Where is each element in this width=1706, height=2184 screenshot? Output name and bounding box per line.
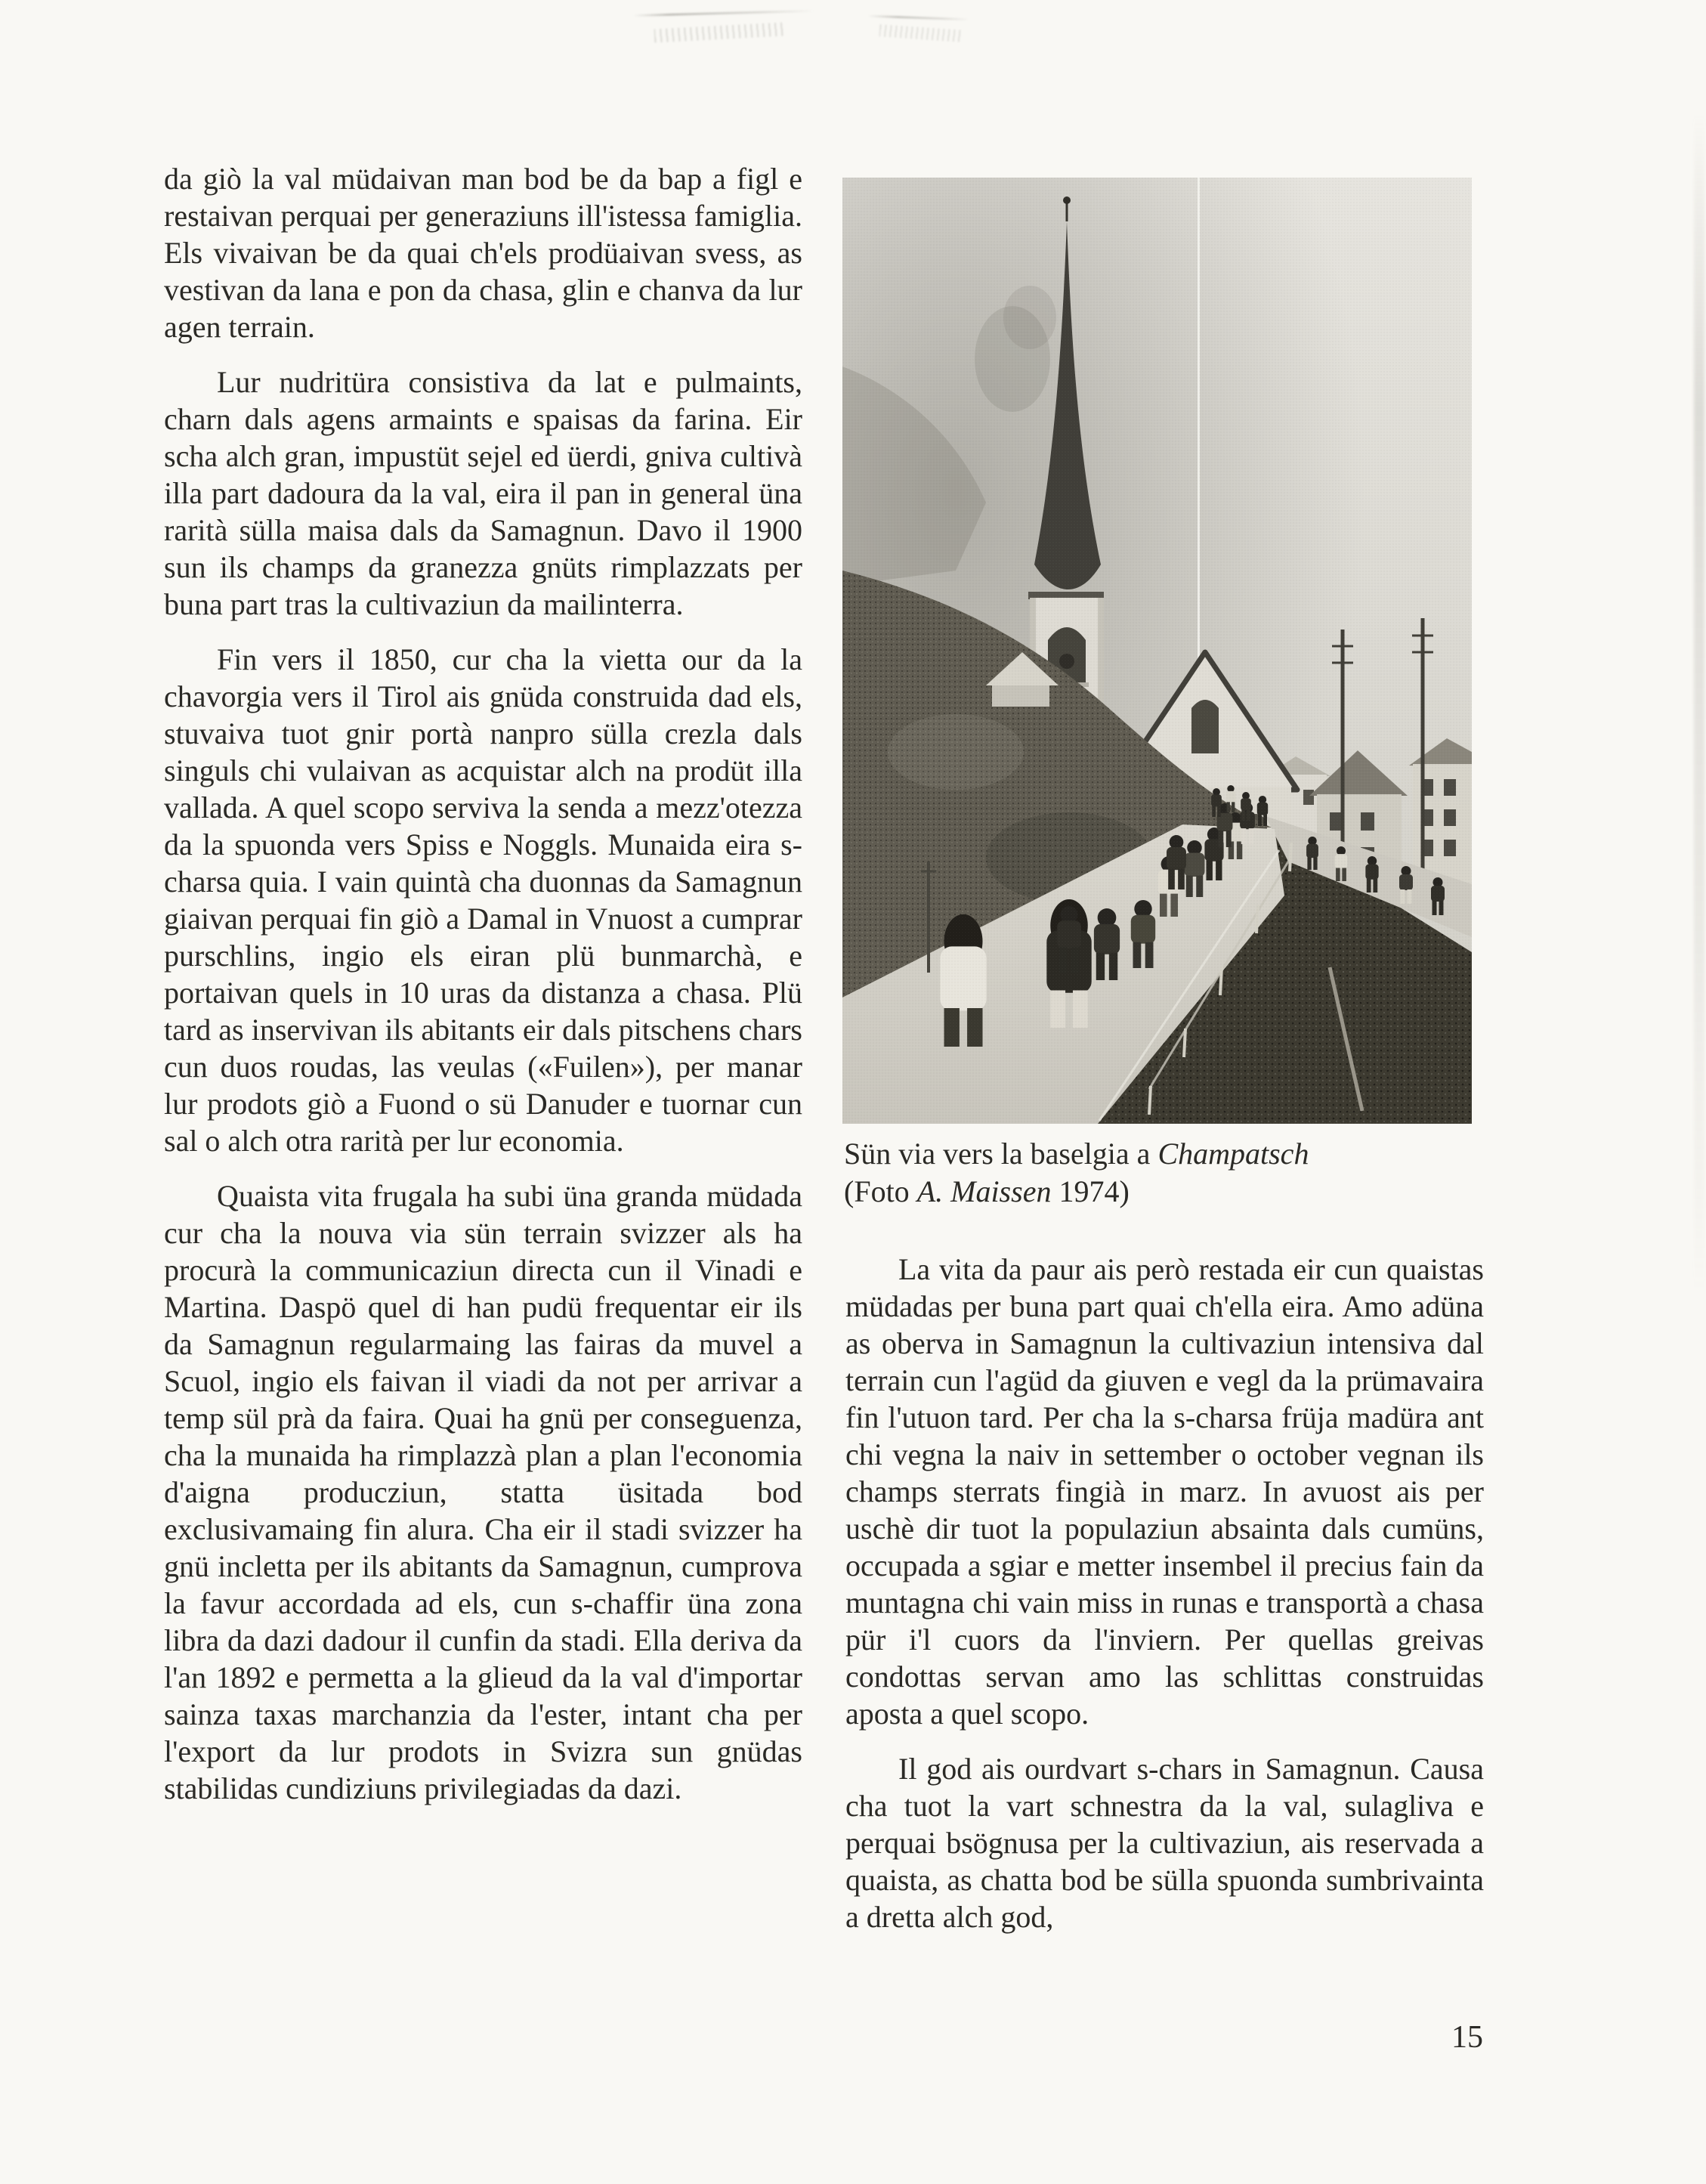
halftone-texture [842, 178, 1472, 1124]
paragraph: Quaista vita frugala ha subi üna granda müdada cur cha la nouva via sün terrain svizzer als ha procurà la communicaziun directa cun il Vinadi e Martina. Daspö quel di han pudü frequentar eir ils da Samagnun regularmaing las fairas da muvel a Scuol, ingio els faivan il viadi da not per arrivar a temp sül prà da faira. Quai ha gnü per conseguenza, cha la munaida ha rimplazzà plan a plan l'economia d'aigna producziun, statta üsitada bod exclusivamaing fin alura. Cha eir il stadi svizzer ha gnü incletta per ils abitants da Samagnun, cumprova la favur accordada ad els, cun s-chaffir üna zona libra da dazi dadour il cunfin da stadi. Ella deriva da l'an 1892 e permetta a la glieud da la val d'importar sainza taxas marchanzia da l'ester, intant cha per l'export da lur prodots in Svizra sun gnüdas stabilidas cundiziuns privilegiadas da dazi. [164, 1179, 802, 1805]
scan-edge-streak [1694, 113, 1704, 1292]
caption-photographer-name: A. Maissen [916, 1174, 1052, 1208]
right-text-column [845, 1251, 1484, 1935]
paragraph: Lur nudritüra consistiva da lat e pulmaints, charn dals agens armaints e spaisas da farina. Eir scha alch gran, impustüt sejel ed üerdi, gniva cultivà illa part dadoura da la val, eira il pan in general üna rarità sülla maisa dals da Samagnun. Davo il 1900 sun ils champs da granezza gnüts rimplazzats per buna part tras la cultivaziun da mailinterra. [164, 365, 802, 621]
church-photo-graphic [842, 178, 1472, 1124]
scan-smudge [867, 9, 969, 48]
left-text-column [164, 160, 802, 1807]
paragraph: da giò la val müdaivan man bod be da bap a figl e restaivan perquai per generaziuns ill'istessa famiglia. Els vivaivan be da quai ch'els prodüaivan svess, as vestivan da lana e pon da chasa, glin e chanva da lur agen terrain. [164, 162, 802, 344]
caption-line-1: Sün via vers la baselgia a Champatsch [844, 1137, 1309, 1171]
paragraph: La vita da paur ais però restada eir cun quaistas müdadas per buna part quai ch'ella eira. Amo adüna as oberva in Samagnun la cultivaziun intensiva dal terrain cun l'agüd da giuven e vegl da la prümavaira fin l'utuon tard. Per cha la s-charsa früja madüra ant chi vegna la naiv in settember o october vegnan ils champs sterrats fingià in marz. In avuost ais per uschè dir tuot la populaziun absainta dals cumüns, occupada a sgiar e metter insembel il precius fain da muntagna chi vain miss in runas e transportà a chasa pür i'l cuors da l'inviern. Per quellas greivas condottas servan amo las schlittas construidas aposta a quel scopo. [845, 1252, 1484, 1731]
photo-caption [844, 1135, 1482, 1211]
paragraph: Fin vers il 1850, cur cha la vietta our da la chavorgia vers il Tirol ais gnüda construida dad els, stuvaiva tuot gnir portà nanpro sülla crezla dals singuls chi vulaivan as acquistar alch na prodüt illa vallada. A quel scopo serviva la senda a mezz'otezza da la spuonda vers Spiss e Noggls. Munaida eira s-charsa quia. I vain quintà cha duonnas da Samagnun giaivan perquai fin giò a Damal in Vnuost a cumprar purschlins, ingio els eiran plü bunmarchà, e portaivan quels in 10 uras da distanza a chasa. Plü tard as inservivan ils abitants eir dals pitschens chars cun duos roudas, las veulas («Fuilen»), per manar lur prodots giò a Fuond o sü Danuder e tuornar cun sal o alch otra rarità per lur economia. [164, 642, 802, 1158]
caption-place-name: Champatsch [1157, 1137, 1309, 1171]
paragraph: Il god ais ourdvart s-chars in Samagnun. Causa cha tuot la vart schnestra da la val, sulagliva e perquai bsögnusa per la cultivaziun, ais reservada a quaista, as chatta bod be sülla spuonda sumbrivainta a dretta alch god, [845, 1752, 1484, 1934]
scan-smudge [633, 6, 814, 48]
caption-line-2: (Foto A. Maissen 1974) [844, 1174, 1130, 1208]
church-photo [842, 178, 1472, 1124]
page-number: 15 [1451, 2020, 1483, 2055]
